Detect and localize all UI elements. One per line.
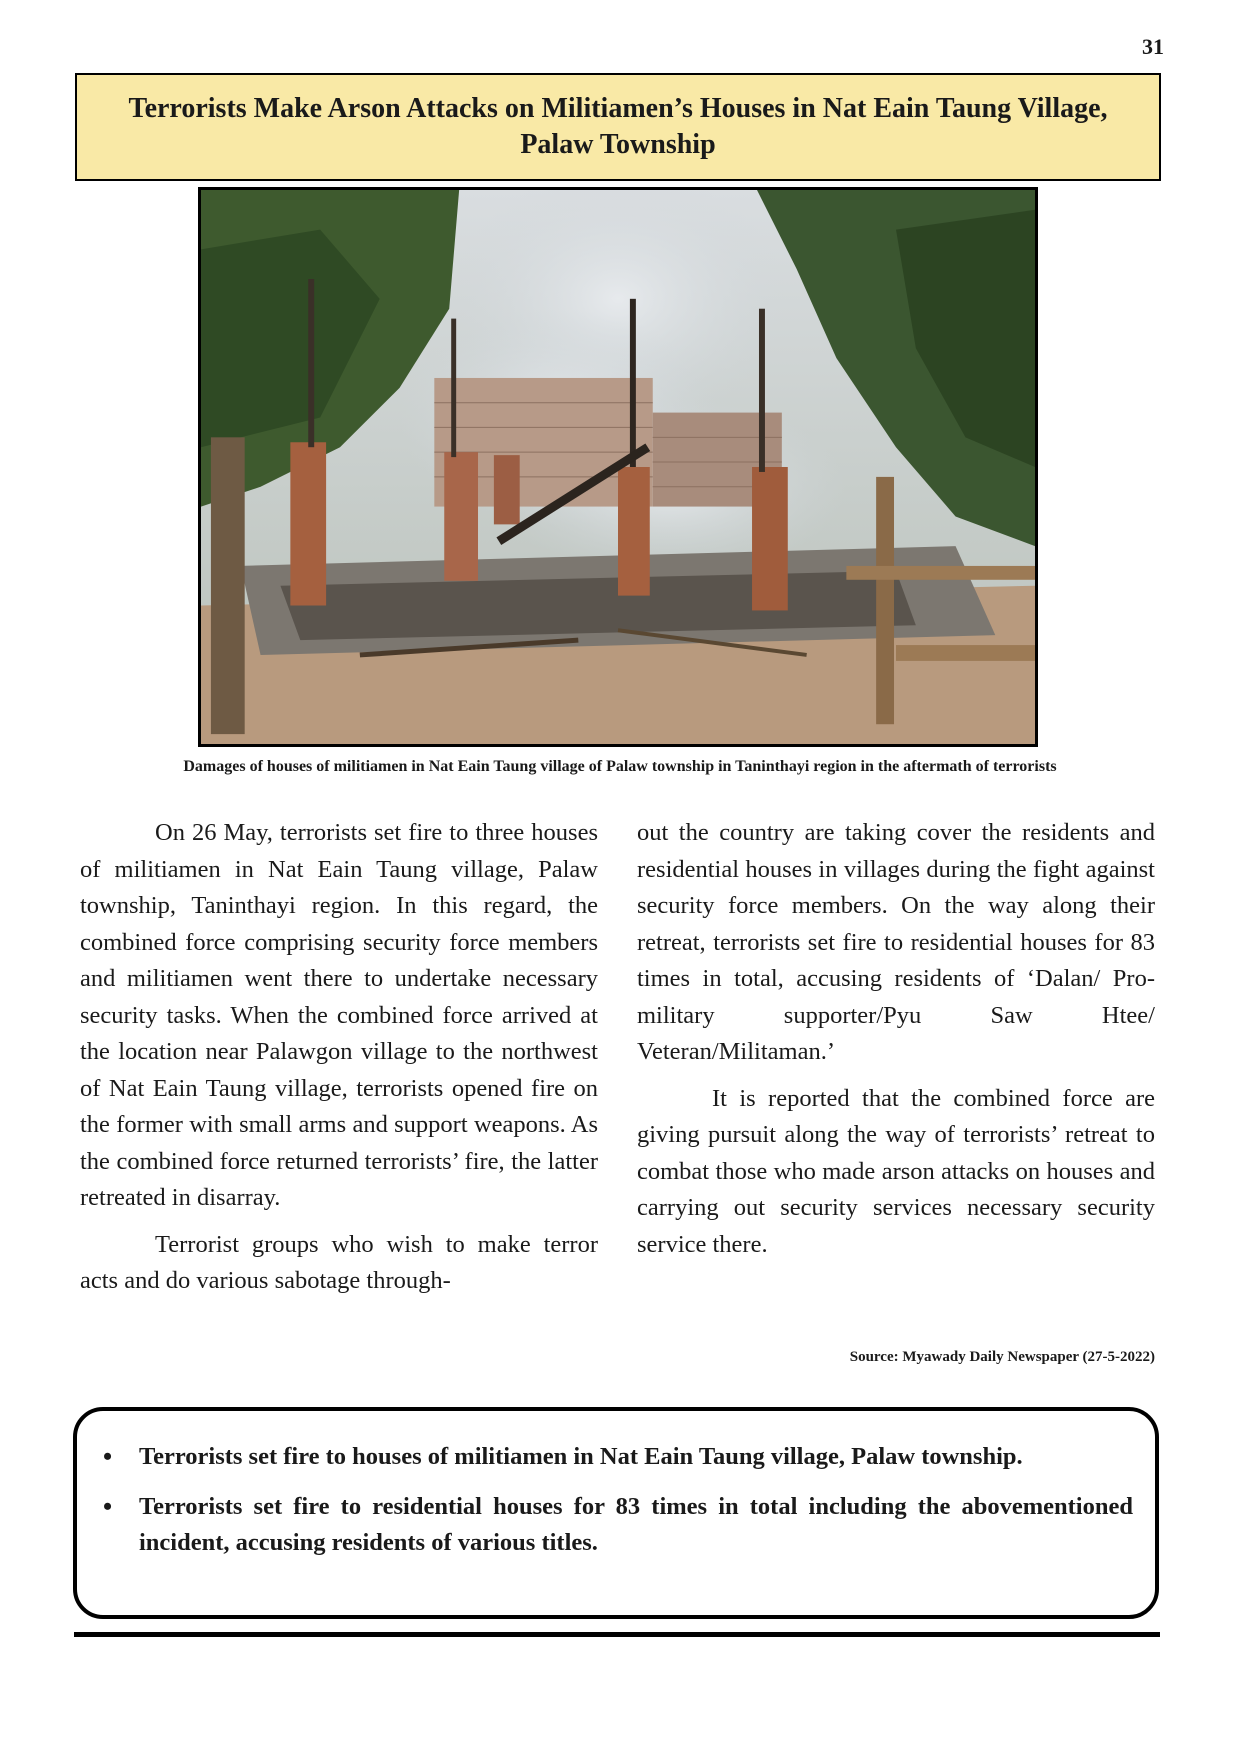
article-title: Terrorists Make Arson Attacks on Militiamen’s Houses in Nat Eain Taung Village, Palaw Township [128, 93, 1108, 160]
summary-point: • Terrorists set fire to residential houses for 83 times in total including the abovementioned incident, accusing residents of various titles. [99, 1489, 1133, 1561]
summary-point: • Terrorists set fire to houses of militiamen in Nat Eain Taung village, Palaw township. [99, 1439, 1133, 1475]
article-paragraph: out the country are taking cover the residents and residential houses in villages during the fight against security force members. On the way along their retreat, terrorists set fire to residential houses for 83 times in total, accusing residents of ‘Dalan/ Pro-military supporter/Pyu Saw Htee/ Veteran/Militaman.’ [637, 819, 1155, 1065]
article-photo [198, 187, 1038, 747]
article-paragraph: Terrorist groups who wish to make terror acts and do various sabotage through- [80, 1230, 598, 1294]
article-paragraph: On 26 May, terrorists set fire to three houses of militiamen in Nat Eain Taung village, Palaw township, Taninthayi region. In this regard, the combined force comprising security force members and militiamen went there to undertake necessary security tasks. When the combined force arrived at the location near Palawgon village to the northwest of Nat Eain Taung village, terrorists opened fire on the former with small arms and support weapons. As the combined force returned terrorists’ fire, the latter retreated in disarray. [80, 819, 598, 1211]
article-column-left [80, 815, 598, 1310]
article-column-right [637, 815, 1155, 1273]
summary-box [73, 1407, 1159, 1619]
photo-caption: Damages of houses of militiamen in Nat Eain Taung village of Palaw township in Taninthayi region in the aftermath of terrorists [183, 758, 1057, 775]
summary-list [99, 1439, 1133, 1561]
source-citation: Source: Myawady Daily Newspaper (27-5-2022) [849, 1349, 1155, 1365]
article-paragraph: It is reported that the combined force are giving pursuit along the way of terrorists’ retreat to combat those who made arson attacks on houses and carrying out security services necessary security service there. [637, 1084, 1155, 1258]
title-box [75, 73, 1161, 181]
bottom-divider [74, 1632, 1160, 1637]
burned-house-photo [201, 190, 1035, 744]
page-number: 31 [1142, 34, 1164, 59]
